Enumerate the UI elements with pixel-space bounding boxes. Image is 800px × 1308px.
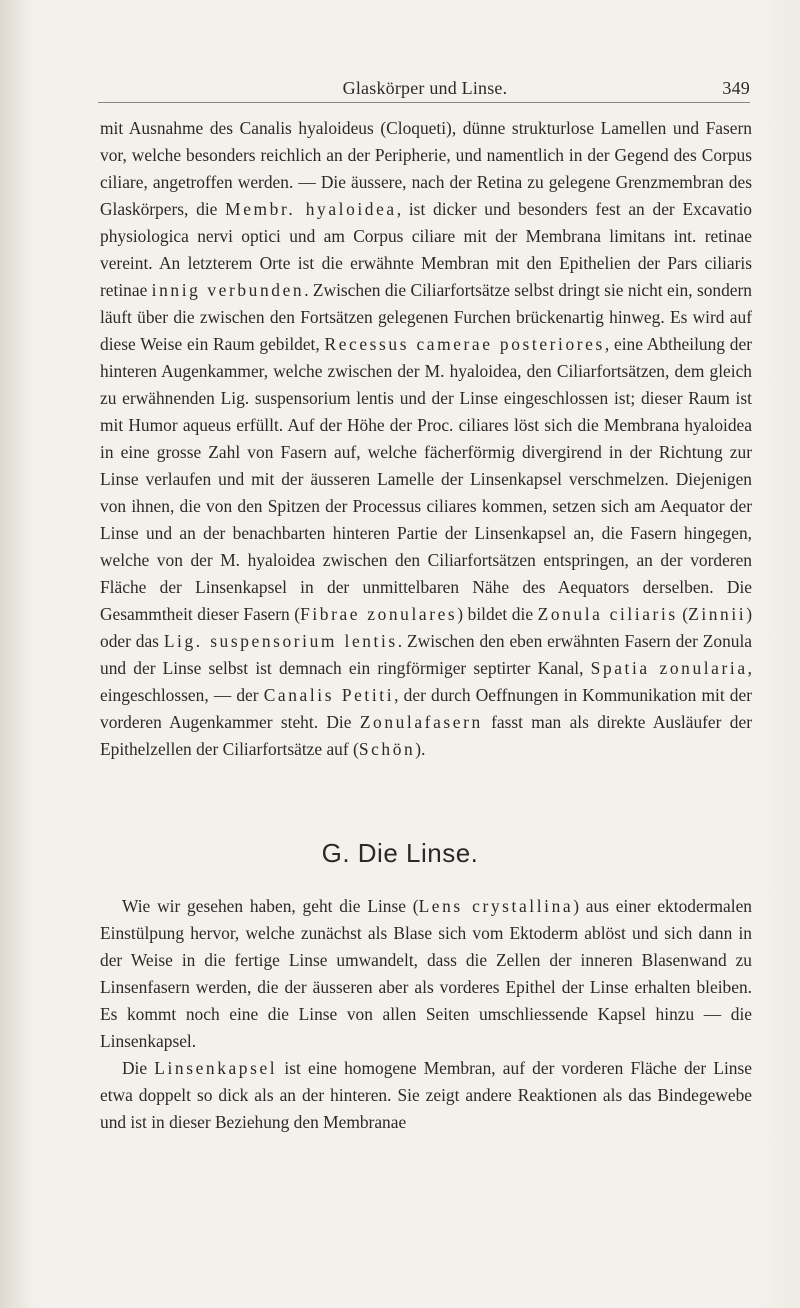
spaced-term: Lens crystallina — [418, 896, 574, 916]
spaced-term: Recessus camerae posteriores — [324, 334, 605, 354]
spaced-term: Zinnii — [688, 604, 747, 624]
spaced-term: Spatia zonularia — [590, 658, 748, 678]
spaced-term: Membr. hyaloidea — [225, 199, 397, 219]
spaced-term: Fibrae zonulares — [300, 604, 458, 624]
running-title: Glaskörper und Linse. — [342, 78, 508, 98]
spaced-term: Lig. suspensorium lentis — [163, 631, 398, 651]
paragraph: Die Linsenkapsel ist eine homogene Membran, auf der vorderen Fläche der Linse etwa doppelt so dick als an der hinteren. Sie zeigt andere Reaktionen als das Bindegewebe und ist in dieser Beziehung den Membranae — [100, 1058, 752, 1132]
spaced-term: Zonula ciliaris — [537, 604, 678, 624]
spaced-term: Canalis Petiti — [263, 685, 395, 705]
spaced-term: Schön — [358, 739, 416, 759]
body-text-upper — [100, 115, 752, 763]
header-rule — [98, 102, 750, 103]
body-text-lower — [100, 893, 752, 1136]
paragraph: mit Ausnahme des Canalis hyaloideus (Cloqueti), dünne strukturlose Lamellen und Fasern vor, welche besonders reichlich an der Peripherie, und namentlich in der Gegend des Corpus ciliare, angetroffen werden. — Die äussere, nach der Retina zu gelegene Grenzmembran des Glaskörpers, die Membr. hyaloidea, ist dicker und besonders fest an der Excavatio physiologica nervi optici und am Corpus ciliare mit der Membrana limitans int. retinae vereint. An letzterem Orte ist die erwähnte Membran mit den Epithelien der Pars ciliaris retinae innig verbunden. Zwischen die Ciliarfortsätze selbst dringt sie nicht ein, sondern läuft über die zwischen den Fortsätzen gelegenen Furchen brückenartig hinweg. Es wird auf diese Weise ein Raum gebildet, Recessus camerae posteriores, eine Abtheilung der hinteren Augenkammer, welche zwischen der M. hyaloidea, den Ciliarfortsätzen, dem gleich zu erwähnenden Lig. suspensorium lentis und der Linse eingeschlossen ist; dieser Raum ist mit Humor aqueus erfüllt. Auf der Höhe der Proc. ciliares löst sich die Membrana hyaloidea in eine grosse Zahl von Fasern auf, welche fächerförmig divergirend in der Richtung zur Linse verlaufen und mit der äusseren Lamelle der Linsenkapsel verschmelzen. Diejenigen von ihnen, die von den Spitzen der Processus ciliares kommen, setzen sich am Aequator der Linse und an der benachbarten hinteren Partie der Linsenkapsel an, die Fasern hingegen, welche von der M. hyaloidea zwischen den Ciliarfortsätzen entspringen, an der vorderen Fläche der Linsenkapsel in der unmittelbaren Nähe des Aequators derselben. Die Gesammtheit dieser Fasern (Fibrae zonulares) bildet die Zonula ciliaris (Zinnii) oder das Lig. suspensorium lentis. Zwischen den eben erwähnten Fasern der Zonula und der Linse selbst ist demnach ein ringförmiger septirter Kanal, Spatia zonularia, eingeschlossen, — der Canalis Petiti, der durch Oeffnungen in Kommunikation mit der vorderen Augenkammer steht. Die Zonulafasern fasst man als direkte Ausläufer der Epithelzellen der Ciliarfortsätze auf (Schön). — [100, 118, 753, 759]
page-gutter-shadow — [0, 0, 30, 1308]
section-heading: G. Die Linse. — [321, 838, 479, 868]
spaced-term: Linsenkapsel — [154, 1058, 278, 1078]
page-number: 349 — [722, 78, 750, 98]
spaced-term: innig verbunden — [151, 280, 305, 300]
spaced-term: Zonulafasern — [359, 712, 483, 732]
paragraph: Wie wir gesehen haben, geht die Linse (Lens crystallina) aus einer ektodermalen Einstülpung hervor, welche zunächst als Blase sich vom Ektoderm ablöst und sich dann in der Weise in die fertige Linse umwandelt, dass die Zellen der inneren Blasenwand zu Linsenfasern werden, die der äusseren aber als vorderes Epithel der Linse erhalten bleiben. Es kommt noch eine die Linse von allen Seiten umschliessende Kapsel hinzu — die Linsenkapsel. — [100, 896, 752, 1051]
